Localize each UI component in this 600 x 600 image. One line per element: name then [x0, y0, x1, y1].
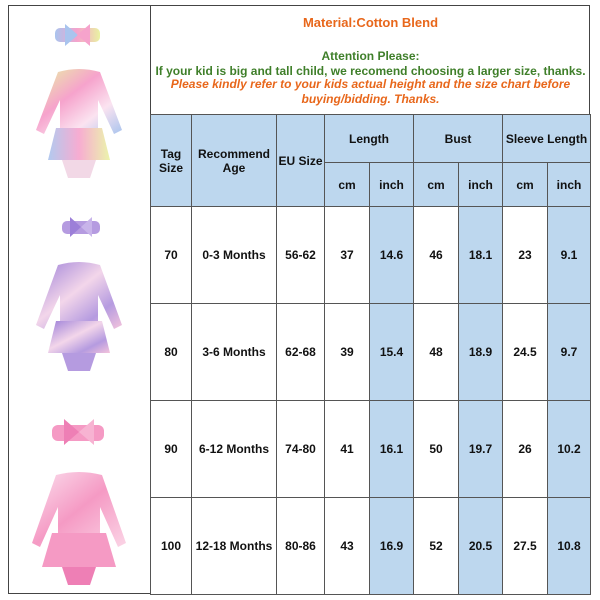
bust-inch-cell: 19.7 — [459, 401, 503, 498]
header-sleeve-inch: inch — [548, 163, 591, 207]
header-bust: Bust — [414, 115, 503, 163]
eu-size-cell: 80-86 — [277, 498, 325, 595]
bust-inch-cell: 18.1 — [459, 207, 503, 304]
headband-icon — [52, 419, 104, 445]
product-image-purple-romper — [10, 215, 148, 390]
header-bust-cm: cm — [414, 163, 459, 207]
size-chart-table — [150, 114, 591, 595]
attention-text: If your kid is big and tall child, we recomend choosing a larger size, thanks. — [155, 64, 586, 78]
age-cell: 3-6 Months — [192, 304, 277, 401]
tag-size-cell: 100 — [151, 498, 192, 595]
sleeve-cm-cell: 27.5 — [503, 498, 548, 595]
header-bust-inch: inch — [459, 163, 503, 207]
product-image-rainbow-romper — [10, 20, 148, 195]
length-inch-cell: 14.6 — [370, 207, 414, 304]
sleeve-cm-cell: 26 — [503, 401, 548, 498]
sleeve-cm-cell: 24.5 — [503, 304, 548, 401]
tag-size-cell: 90 — [151, 401, 192, 498]
age-cell: 12-18 Months — [192, 498, 277, 595]
sleeve-inch-cell: 9.7 — [548, 304, 591, 401]
length-inch-cell: 16.1 — [370, 401, 414, 498]
sleeve-inch-cell: 9.1 — [548, 207, 591, 304]
table-row — [151, 498, 591, 595]
size-note — [151, 77, 590, 107]
bust-cm-cell: 46 — [414, 207, 459, 304]
table-row — [151, 207, 591, 304]
sleeve-cm-cell: 23 — [503, 207, 548, 304]
info-header — [151, 5, 590, 115]
bust-cm-cell: 52 — [414, 498, 459, 595]
table-row — [151, 304, 591, 401]
age-cell: 0-3 Months — [192, 207, 277, 304]
header-length-inch: inch — [370, 163, 414, 207]
length-inch-cell: 16.9 — [370, 498, 414, 595]
sleeve-inch-cell: 10.8 — [548, 498, 591, 595]
attention-block — [151, 49, 590, 79]
romper-icon — [36, 262, 122, 371]
sleeve-inch-cell: 10.2 — [548, 401, 591, 498]
length-inch-cell: 15.4 — [370, 304, 414, 401]
headband-icon — [62, 217, 100, 237]
header-length: Length — [325, 115, 414, 163]
bust-inch-cell: 18.9 — [459, 304, 503, 401]
bust-cm-cell: 48 — [414, 304, 459, 401]
length-cm-cell: 39 — [325, 304, 370, 401]
header-recommend-age: Recommend Age — [192, 115, 277, 207]
headband-icon — [55, 24, 100, 46]
eu-size-cell: 74-80 — [277, 401, 325, 498]
attention-title: Attention Please: — [321, 49, 420, 63]
header-eu-size: EU Size — [277, 115, 325, 207]
tag-size-cell: 70 — [151, 207, 192, 304]
tag-size-cell: 80 — [151, 304, 192, 401]
size-note-line2: buying/bidding. Thanks. — [301, 92, 440, 106]
product-image-pink-romper — [10, 415, 148, 590]
size-note-line1: Please kindly refer to your kids actual height and the size chart before — [170, 77, 571, 91]
romper-icon — [32, 472, 126, 585]
header-length-cm: cm — [325, 163, 370, 207]
romper-icon — [36, 69, 122, 178]
header-tag-size: Tag Size — [151, 115, 192, 207]
bust-inch-cell: 20.5 — [459, 498, 503, 595]
length-cm-cell: 43 — [325, 498, 370, 595]
bust-cm-cell: 50 — [414, 401, 459, 498]
length-cm-cell: 37 — [325, 207, 370, 304]
eu-size-cell: 62-68 — [277, 304, 325, 401]
material-label: Material:Cotton Blend — [302, 15, 439, 30]
header-sleeve-cm: cm — [503, 163, 548, 207]
header-sleeve-length: Sleeve Length — [503, 115, 591, 163]
eu-size-cell: 56-62 — [277, 207, 325, 304]
table-row — [151, 401, 591, 498]
length-cm-cell: 41 — [325, 401, 370, 498]
age-cell: 6-12 Months — [192, 401, 277, 498]
